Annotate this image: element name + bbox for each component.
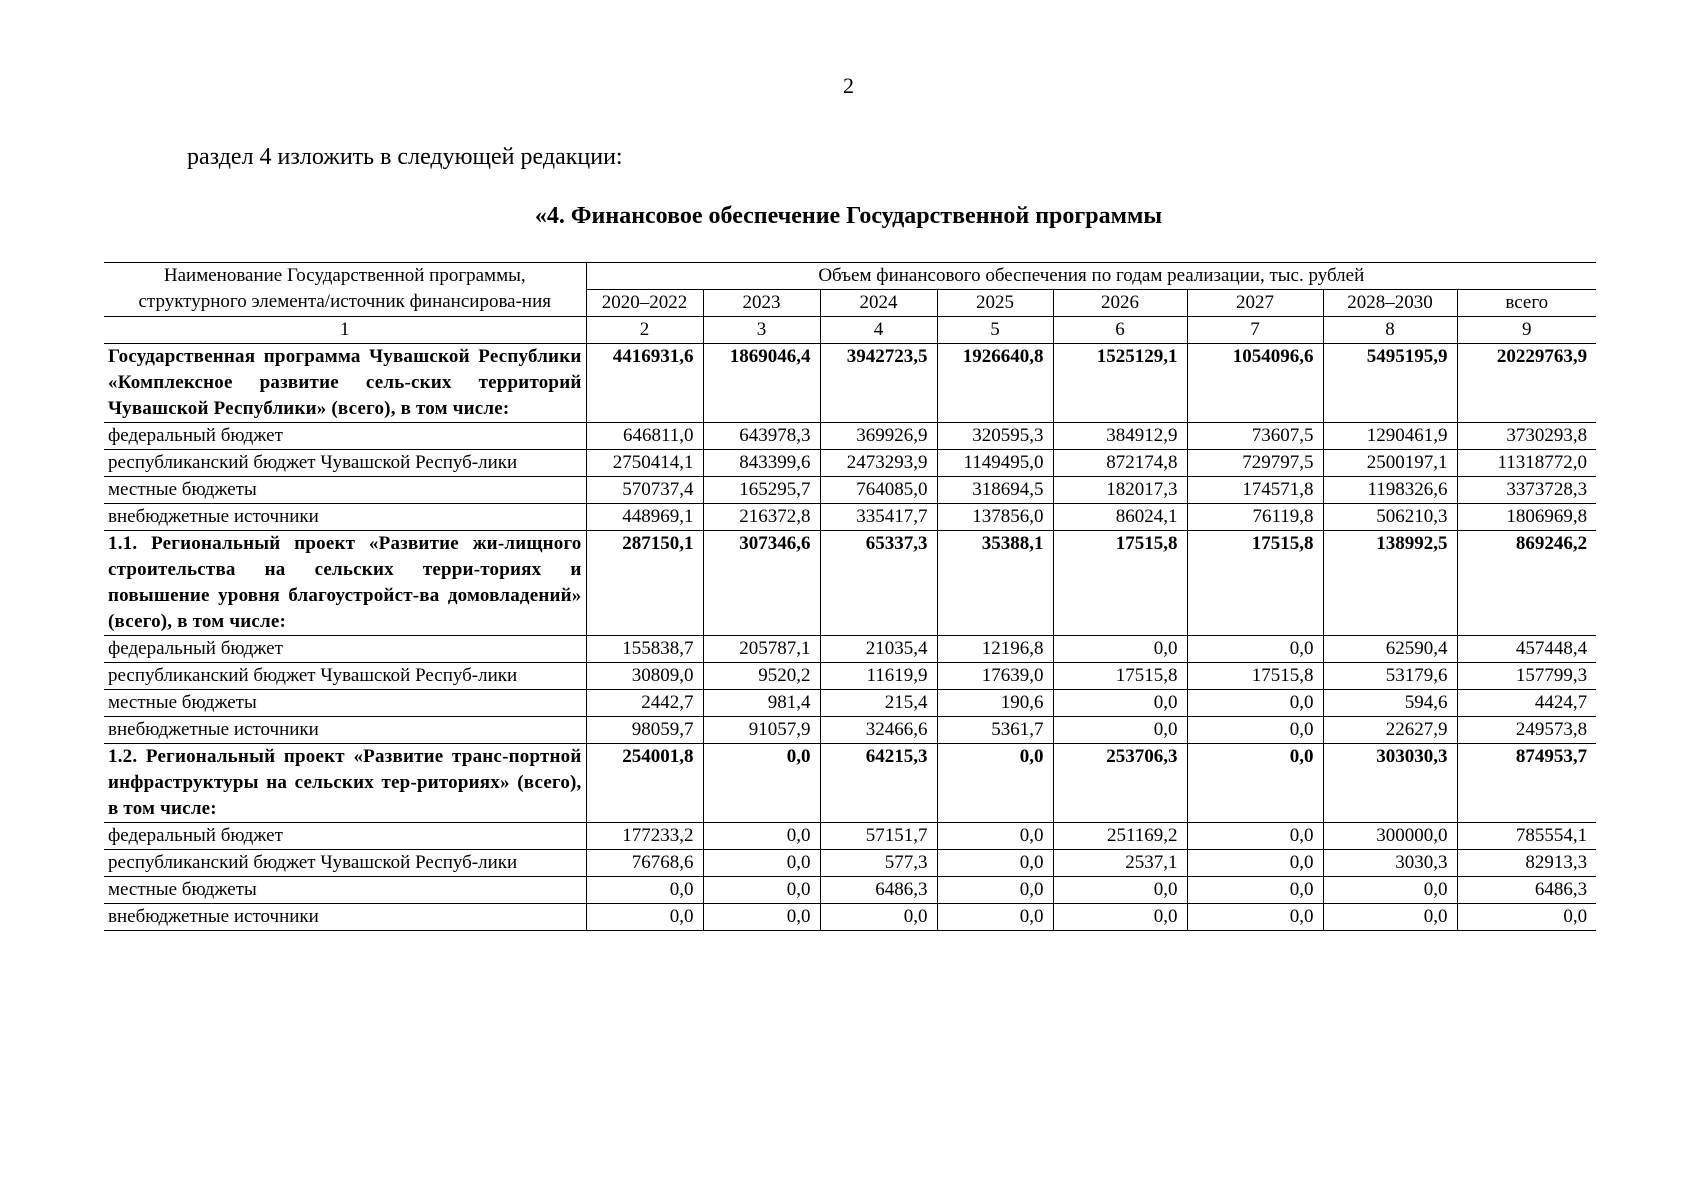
value-cell: 157799,3 (1457, 663, 1596, 690)
value-cell: 12196,8 (937, 636, 1053, 663)
value-cell: 0,0 (1457, 904, 1596, 931)
value-cell: 0,0 (1053, 636, 1187, 663)
table-row (104, 450, 1596, 477)
value-cell: 3942723,5 (820, 344, 937, 423)
value-cell: 137856,0 (937, 504, 1053, 531)
value-cell: 506210,3 (1323, 504, 1457, 531)
value-cell: 0,0 (1053, 877, 1187, 904)
table-row (104, 744, 1596, 823)
value-cell: 872174,8 (1053, 450, 1187, 477)
value-cell: 62590,4 (1323, 636, 1457, 663)
value-cell: 643978,3 (703, 423, 820, 450)
value-cell: 1525129,1 (1053, 344, 1187, 423)
column-index-cell: 5 (937, 317, 1053, 344)
value-cell: 21035,4 (820, 636, 937, 663)
value-cell: 76119,8 (1187, 504, 1323, 531)
header-group-cell: Объем финансового обеспечения по годам реализации, тыс. рублей (586, 263, 1596, 290)
value-cell: 0,0 (1323, 877, 1457, 904)
value-cell: 1806969,8 (1457, 504, 1596, 531)
value-cell: 1926640,8 (937, 344, 1053, 423)
value-cell: 0,0 (1187, 823, 1323, 850)
header-year-cell: 2028–2030 (1323, 290, 1457, 317)
header-year-cell: 2023 (703, 290, 820, 317)
value-cell: 0,0 (1053, 717, 1187, 744)
column-index-cell: 7 (1187, 317, 1323, 344)
value-cell: 0,0 (1187, 636, 1323, 663)
table-row (104, 636, 1596, 663)
row-name-cell: федеральный бюджет (104, 823, 586, 850)
value-cell: 30809,0 (586, 663, 703, 690)
value-cell: 300000,0 (1323, 823, 1457, 850)
column-index-cell: 3 (703, 317, 820, 344)
value-cell: 320595,3 (937, 423, 1053, 450)
value-cell: 0,0 (703, 904, 820, 931)
value-cell: 287150,1 (586, 531, 703, 636)
value-cell: 174571,8 (1187, 477, 1323, 504)
value-cell: 32466,6 (820, 717, 937, 744)
row-name-cell: 1.2. Региональный проект «Развитие транс-портной инфраструктуры на сельских тер-риториях» (всего), в том числе: (104, 744, 586, 823)
value-cell: 335417,7 (820, 504, 937, 531)
value-cell: 57151,7 (820, 823, 937, 850)
value-cell: 869246,2 (1457, 531, 1596, 636)
row-name-cell: республиканский бюджет Чувашской Респуб-лики (104, 450, 586, 477)
value-cell: 22627,9 (1323, 717, 1457, 744)
value-cell: 182017,3 (1053, 477, 1187, 504)
value-cell: 0,0 (1187, 744, 1323, 823)
column-index-cell: 9 (1457, 317, 1596, 344)
column-index-row (104, 317, 1596, 344)
value-cell: 1149495,0 (937, 450, 1053, 477)
header-name-cell: Наименование Государственной программы, структурного элемента/источник финансирова-ния (104, 263, 586, 317)
value-cell: 448969,1 (586, 504, 703, 531)
row-name-cell: федеральный бюджет (104, 636, 586, 663)
table-row (104, 823, 1596, 850)
value-cell: 843399,6 (703, 450, 820, 477)
header-year-cell: 2024 (820, 290, 937, 317)
value-cell: 17515,8 (1187, 663, 1323, 690)
value-cell: 457448,4 (1457, 636, 1596, 663)
value-cell: 9520,2 (703, 663, 820, 690)
value-cell: 53179,6 (1323, 663, 1457, 690)
value-cell: 35388,1 (937, 531, 1053, 636)
intro-text: раздел 4 изложить в следующей редакции: (187, 144, 623, 170)
value-cell: 64215,3 (820, 744, 937, 823)
header-year-cell: 2025 (937, 290, 1053, 317)
value-cell: 253706,3 (1053, 744, 1187, 823)
value-cell: 251169,2 (1053, 823, 1187, 850)
value-cell: 76768,6 (586, 850, 703, 877)
value-cell: 165295,7 (703, 477, 820, 504)
value-cell: 0,0 (1187, 850, 1323, 877)
value-cell: 0,0 (1053, 690, 1187, 717)
row-name-cell: 1.1. Региональный проект «Развитие жи-лищного строительства на сельских терри-ториях и повышение уровня благоустройст-ва домовладений» (всего), в том числе: (104, 531, 586, 636)
column-index-cell: 8 (1323, 317, 1457, 344)
value-cell: 0,0 (937, 823, 1053, 850)
header-year-cell: 2020–2022 (586, 290, 703, 317)
table-row (104, 717, 1596, 744)
value-cell: 646811,0 (586, 423, 703, 450)
value-cell: 0,0 (937, 877, 1053, 904)
value-cell: 570737,4 (586, 477, 703, 504)
header-year-cell: 2026 (1053, 290, 1187, 317)
value-cell: 0,0 (1187, 690, 1323, 717)
value-cell: 0,0 (1053, 904, 1187, 931)
value-cell: 3730293,8 (1457, 423, 1596, 450)
row-name-cell: внебюджетные источники (104, 904, 586, 931)
value-cell: 729797,5 (1187, 450, 1323, 477)
value-cell: 5495195,9 (1323, 344, 1457, 423)
value-cell: 0,0 (703, 744, 820, 823)
value-cell: 2750414,1 (586, 450, 703, 477)
row-name-cell: внебюджетные источники (104, 504, 586, 531)
value-cell: 91057,9 (703, 717, 820, 744)
value-cell: 0,0 (703, 823, 820, 850)
value-cell: 4416931,6 (586, 344, 703, 423)
row-name-cell: местные бюджеты (104, 690, 586, 717)
table-row (104, 904, 1596, 931)
value-cell: 6486,3 (820, 877, 937, 904)
value-cell: 82913,3 (1457, 850, 1596, 877)
value-cell: 155838,7 (586, 636, 703, 663)
header-year-cell: 2027 (1187, 290, 1323, 317)
value-cell: 215,4 (820, 690, 937, 717)
value-cell: 981,4 (703, 690, 820, 717)
page-number: 2 (843, 73, 854, 98)
value-cell: 1290461,9 (1323, 423, 1457, 450)
value-cell: 785554,1 (1457, 823, 1596, 850)
value-cell: 0,0 (937, 744, 1053, 823)
value-cell: 0,0 (1187, 717, 1323, 744)
value-cell: 205787,1 (703, 636, 820, 663)
value-cell: 177233,2 (586, 823, 703, 850)
column-index-cell: 2 (586, 317, 703, 344)
value-cell: 6486,3 (1457, 877, 1596, 904)
value-cell: 17515,8 (1053, 531, 1187, 636)
header-year-cell: всего (1457, 290, 1596, 317)
value-cell: 0,0 (820, 904, 937, 931)
row-name-cell: республиканский бюджет Чувашской Респуб-лики (104, 663, 586, 690)
table-row (104, 663, 1596, 690)
table-row (104, 344, 1596, 423)
value-cell: 0,0 (937, 850, 1053, 877)
value-cell: 2537,1 (1053, 850, 1187, 877)
column-index-cell: 4 (820, 317, 937, 344)
value-cell: 3030,3 (1323, 850, 1457, 877)
value-cell: 20229763,9 (1457, 344, 1596, 423)
value-cell: 0,0 (1187, 904, 1323, 931)
value-cell: 0,0 (703, 877, 820, 904)
value-cell: 5361,7 (937, 717, 1053, 744)
value-cell: 65337,3 (820, 531, 937, 636)
value-cell: 384912,9 (1053, 423, 1187, 450)
section-title: «4. Финансовое обеспечение Государственной программы (534, 203, 1163, 229)
value-cell: 3373728,3 (1457, 477, 1596, 504)
value-cell: 216372,8 (703, 504, 820, 531)
value-cell: 11619,9 (820, 663, 937, 690)
value-cell: 577,3 (820, 850, 937, 877)
table-row (104, 504, 1596, 531)
table-row (104, 690, 1596, 717)
value-cell: 11318772,0 (1457, 450, 1596, 477)
value-cell: 73607,5 (1187, 423, 1323, 450)
row-name-cell: местные бюджеты (104, 877, 586, 904)
value-cell: 1054096,6 (1187, 344, 1323, 423)
value-cell: 874953,7 (1457, 744, 1596, 823)
table-row (104, 477, 1596, 504)
column-index-cell: 6 (1053, 317, 1187, 344)
value-cell: 0,0 (586, 904, 703, 931)
value-cell: 318694,5 (937, 477, 1053, 504)
table-row (104, 850, 1596, 877)
value-cell: 0,0 (703, 850, 820, 877)
table-row (104, 877, 1596, 904)
row-name-cell: местные бюджеты (104, 477, 586, 504)
row-name-cell: республиканский бюджет Чувашской Респуб-лики (104, 850, 586, 877)
value-cell: 369926,9 (820, 423, 937, 450)
table-row (104, 531, 1596, 636)
value-cell: 594,6 (1323, 690, 1457, 717)
value-cell: 1869046,4 (703, 344, 820, 423)
value-cell: 249573,8 (1457, 717, 1596, 744)
row-name-cell: внебюджетные источники (104, 717, 586, 744)
value-cell: 98059,7 (586, 717, 703, 744)
table-row (104, 423, 1596, 450)
value-cell: 0,0 (586, 877, 703, 904)
value-cell: 190,6 (937, 690, 1053, 717)
value-cell: 86024,1 (1053, 504, 1187, 531)
value-cell: 307346,6 (703, 531, 820, 636)
value-cell: 1198326,6 (1323, 477, 1457, 504)
row-name-cell: федеральный бюджет (104, 423, 586, 450)
value-cell: 17639,0 (937, 663, 1053, 690)
value-cell: 138992,5 (1323, 531, 1457, 636)
column-index-cell: 1 (104, 317, 586, 344)
table-body (104, 317, 1596, 931)
value-cell: 2442,7 (586, 690, 703, 717)
value-cell: 2473293,9 (820, 450, 937, 477)
value-cell: 254001,8 (586, 744, 703, 823)
value-cell: 17515,8 (1187, 531, 1323, 636)
row-name-cell: Государственная программа Чувашской Республики «Комплексное развитие сель-ских территорий Чувашской Республики» (всего), в том числе: (104, 344, 586, 423)
value-cell: 0,0 (937, 904, 1053, 931)
value-cell: 0,0 (1323, 904, 1457, 931)
value-cell: 303030,3 (1323, 744, 1457, 823)
financing-table (104, 262, 1596, 931)
value-cell: 2500197,1 (1323, 450, 1457, 477)
value-cell: 4424,7 (1457, 690, 1596, 717)
value-cell: 17515,8 (1053, 663, 1187, 690)
value-cell: 0,0 (1187, 877, 1323, 904)
value-cell: 764085,0 (820, 477, 937, 504)
